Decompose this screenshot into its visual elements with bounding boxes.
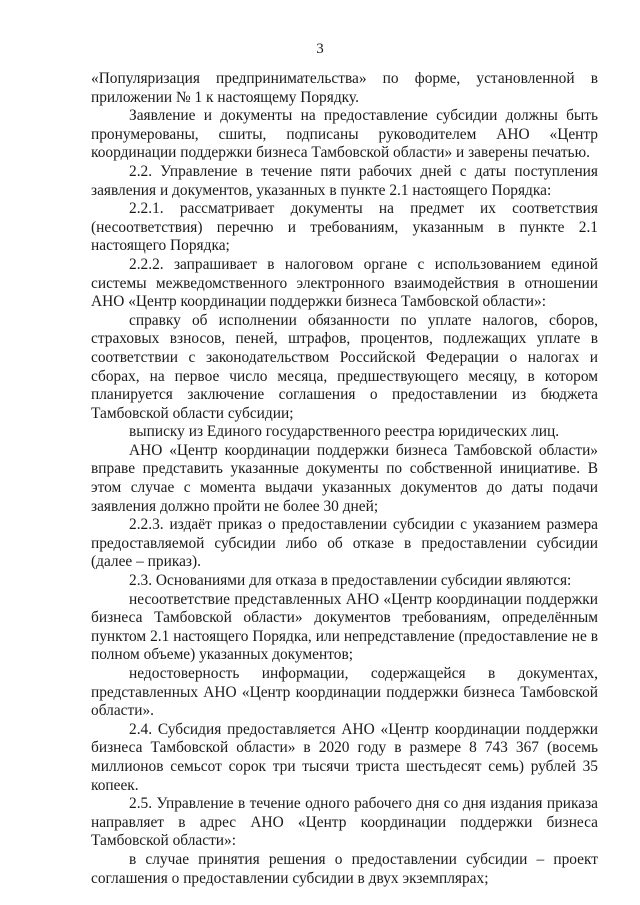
paragraph: 2.2.2. запрашивает в налоговом органе с использованием единой системы межведомственного электронного взаимодействия в отношении АНО «Центр координации поддержки бизнеса Тамбовской области»:	[91, 255, 598, 311]
paragraph: недостоверность информации, содержащейся в документах, представленных АНО «Центр координации поддержки бизнеса Тамбовской области».	[91, 665, 598, 720]
paragraph: справку об исполнении обязанности по уплате налогов, сборов, страховых взносов, пеней, штрафов, процентов, подлежащих уплате в соответствии с законодательством Российской Федерации о налогах и сборах, на первое число месяца, предшествующего месяцу, в котором планируется заключение соглашения о предоставлении из бюджета Тамбовской области субсидии;	[91, 311, 598, 422]
paragraph: 2.3. Основаниями для отказа в предоставлении субсидии являются:	[129, 572, 572, 590]
paragraph: 2.4. Субсидия предоставляется АНО «Центр координации поддержки бизнеса Тамбовской области» в 2020 году в размере 8 743 367 (восемь миллионов семьсот сорок три тысячи триста шестьдесят семь) рублей 35 копеек.	[91, 720, 598, 794]
paragraph: 2.2.1. рассматривает документы на предмет их соответствия (несоответствия) перечню и требованиям, указанным в пункте 2.1 настоящего Порядка;	[91, 200, 598, 255]
paragraph: 2.5. Управление в течение одного рабочего дня со дня издания приказа направляет в адрес АНО «Центр координации поддержки бизнеса Тамбовской области»:	[91, 795, 598, 850]
paragraph: выписку из Единого государственного реестра юридических лиц.	[129, 423, 560, 441]
page-number: 3	[316, 41, 324, 57]
paragraph: 2.2. Управление в течение пяти рабочих дней с даты поступления заявления и документов, указанных в пункте 2.1 настоящего Порядка:	[91, 162, 598, 199]
paragraph: АНО «Центр координации поддержки бизнеса Тамбовской области» вправе представить указанные документы по собственной инициативе. В этом случае с момента выдачи указанных документов до даты подачи заявления должно пройти не более 30 дней;	[91, 441, 598, 515]
paragraph: Заявление и документы на предоставление субсидии должны быть пронумерованы, сшиты, подписаны руководителем АНО «Центр координации поддержки бизнеса Тамбовской области» и заверены печатью.	[91, 107, 598, 162]
paragraph: 2.2.3. издаёт приказ о предоставлении субсидии с указанием размера предоставляемой субсидии либо об отказе в предоставлении субсидии (далее – приказ).	[91, 516, 598, 571]
paragraph: в случае принятия решения о предоставлении субсидии – проект соглашения о предоставлении субсидии в двух экземплярах;	[91, 850, 598, 887]
paragraph: «Популяризация предпринимательства» по форме, установленной в приложении № 1 к настоящему Порядку.	[91, 70, 598, 106]
paragraph: несоответствие представленных АНО «Центр координации поддержки бизнеса Тамбовской области» документов требованиям, определённым пунктом 2.1 настоящего Порядка, или непредставление (предоставление не в полном объеме) указанных документов;	[91, 590, 598, 664]
document-body	[91, 70, 598, 888]
